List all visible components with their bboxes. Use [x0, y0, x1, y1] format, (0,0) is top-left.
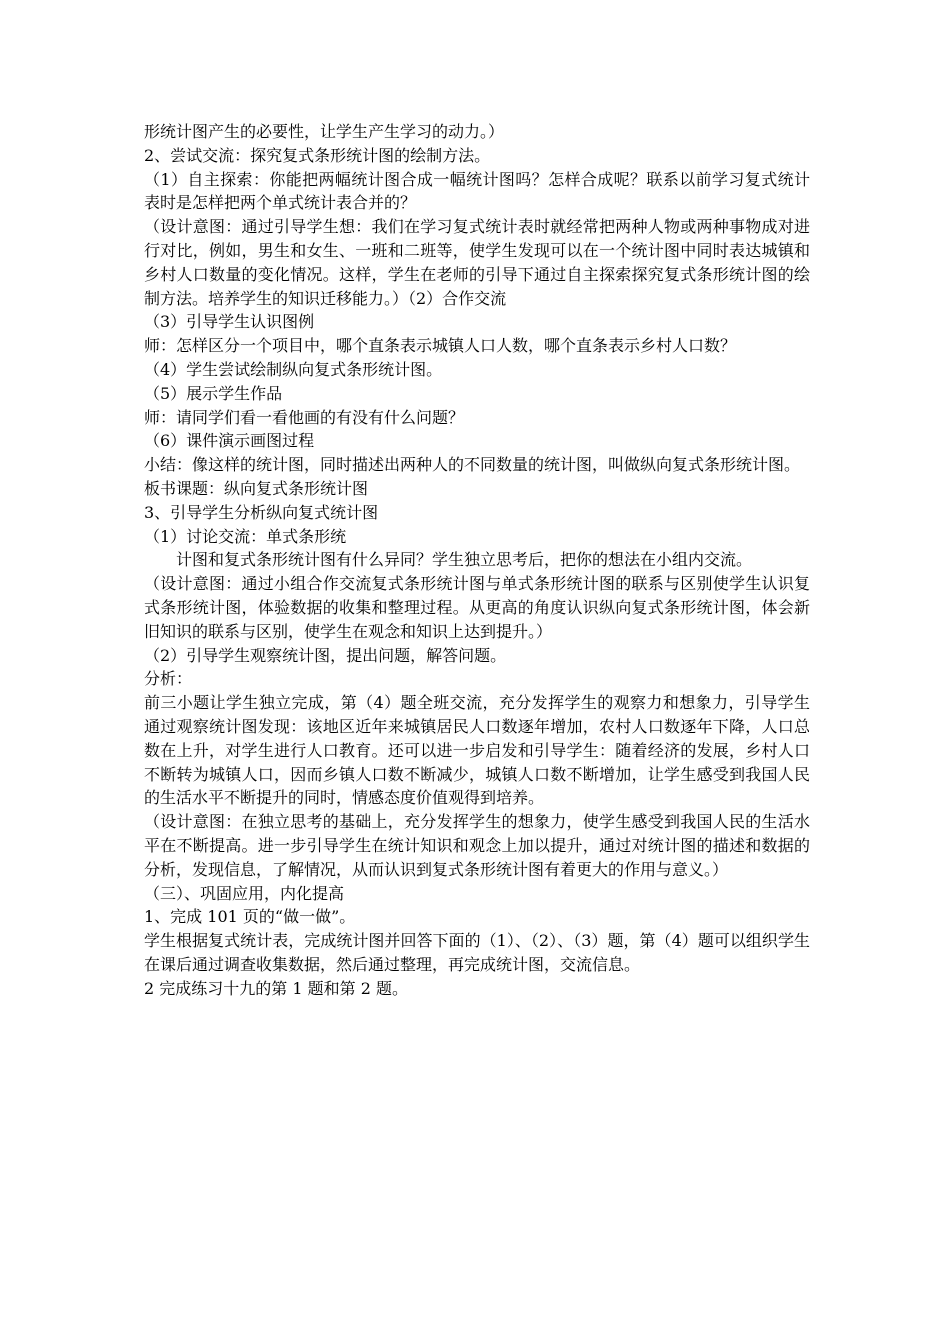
paragraph: （4）学生尝试绘制纵向复式条形统计图。	[144, 359, 443, 379]
paragraph: 前三小题让学生独立完成，第（4）题全班交流，充分发挥学生的观察力和想象力，引导学生通过观察统计图发现：该地区近年来城镇居民人口数逐年增加，农村人口数逐年下降，人口总数在上升，对学生进行人口教育。还可以进一步启发和引导学生：随着经济的发展，乡村人口不断转为城镇人口，因而乡镇人口数不断减少，城镇人口数不断增加，让学生感受到我国人民的生活水平不断提升的同时，情感态度价值观得到培养。	[144, 693, 810, 808]
paragraph: 板书课题：纵向复式条形统计图	[144, 478, 369, 498]
paragraph: 学生根据复式统计表，完成统计图并回答下面的（1）、（2）、（3）题，第（4）题可以组织学生在课后通过调查收集数据，然后通过整理，再完成统计图，交流信息。	[144, 931, 810, 974]
paragraph: 计图和复式条形统计图有什么异同？学生独立思考后，把你的想法在小组内交流。	[176, 550, 753, 570]
paragraph: （设计意图：通过引导学生想：我们在学习复式统计表时就经常把两种人物或两种事物成对进行对比，例如，男生和女生、一班和二班等，使学生发现可以在一个统计图中同时表达城镇和乡村人口数量的变化情况。这样，学生在老师的引导下通过自主探索探究复式条形统计图的绘制方法。培养学生的知识迁移能力。）（2）合作交流	[144, 217, 810, 308]
paragraph: 师：怎样区分一个项目中，哪个直条表示城镇人口人数，哪个直条表示乡村人口数？	[144, 336, 737, 356]
paragraph: 小结：像这样的统计图，同时描述出两种人的不同数量的统计图，叫做纵向复式条形统计图。	[144, 455, 801, 475]
paragraph: 2、尝试交流：探究复式条形统计图的绘制方法。	[144, 145, 491, 165]
paragraph: （1）讨论交流：单式条形统	[144, 526, 347, 546]
paragraph: （三）、巩固应用，内化提高	[144, 883, 345, 903]
paragraph: 师：请同学们看一看他画的有没有什么问题？	[144, 407, 465, 427]
paragraph: （3）引导学生认识图例	[144, 312, 315, 332]
paragraph: （设计意图：在独立思考的基础上，充分发挥学生的想象力，使学生感受到我国人民的生活水平在不断提高。进一步引导学生在统计知识和观念上加以提升，通过对统计图的描述和数据的分析，发现信息，了解情况，从而认识到复式条形统计图有着更大的作用与意义。）	[144, 812, 810, 879]
document-body	[144, 120, 810, 1000]
paragraph: 1、完成 101 页的“做一做”。	[144, 907, 356, 927]
paragraph: （5）展示学生作品	[144, 383, 283, 403]
paragraph: 2 完成练习十九的第 1 题和第 2 题。	[144, 978, 408, 998]
paragraph: 3、引导学生分析纵向复式统计图	[144, 502, 379, 522]
paragraph: 分析：	[144, 669, 193, 689]
paragraph: （1）自主探索：你能把两幅统计图合成一幅统计图吗？怎样合成呢？联系以前学习复式统计表时是怎样把两个单式统计表合并的？	[144, 169, 810, 213]
paragraph: （6）课件演示画图过程	[144, 431, 315, 451]
paragraph: （2）引导学生观察统计图，提出问题，解答问题。	[144, 645, 507, 665]
paragraph: 形统计图产生的必要性，让学生产生学习的动力。）	[144, 122, 505, 141]
paragraph: （设计意图：通过小组合作交流复式条形统计图与单式条形统计图的联系与区别使学生认识复式条形统计图，体验数据的收集和整理过程。从更高的角度认识纵向复式条形统计图，体会新旧知识的联系与区别，使学生在观念和知识上达到提升。）	[144, 574, 810, 641]
